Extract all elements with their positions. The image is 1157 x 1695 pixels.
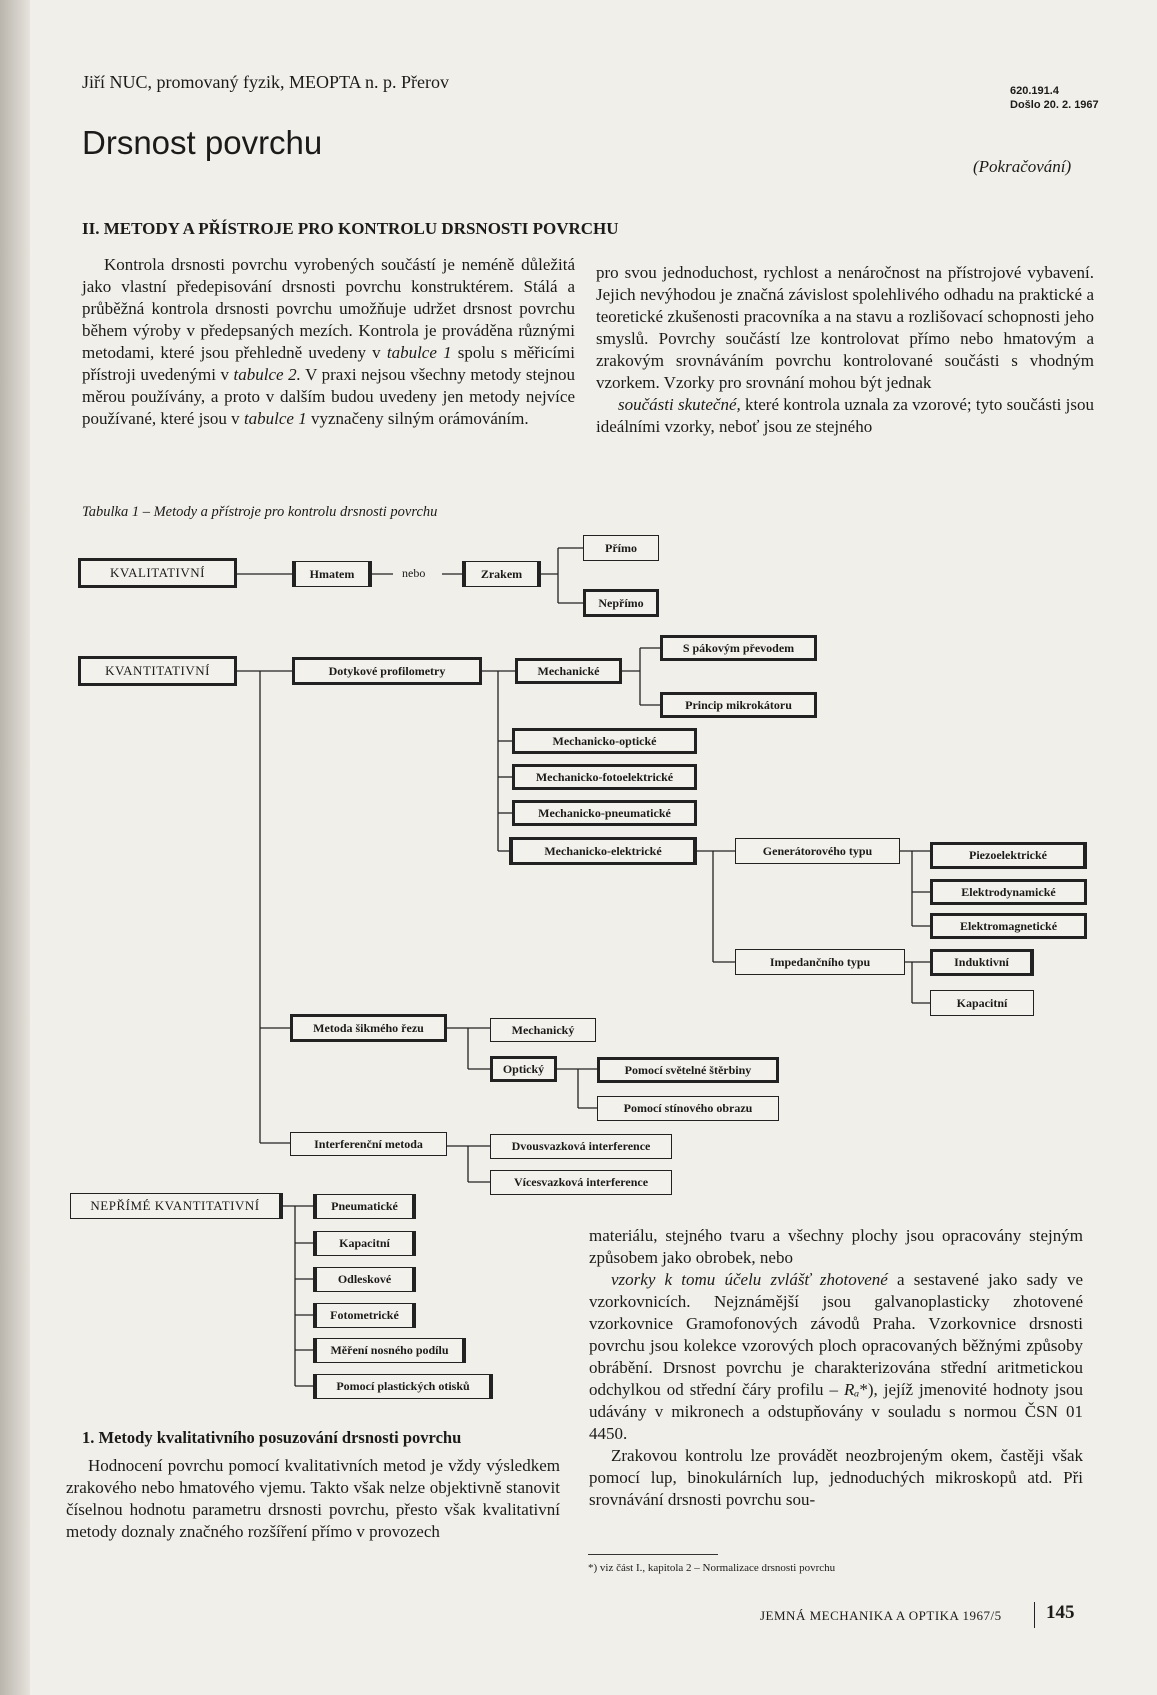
box-mechanicky: Mechanický [490,1018,596,1042]
body-text: Zrakovou kontrolu lze provádět neozbrojeným okem, častěji však pomocí lup, binokulárních lup, jednoduchých mikroskopů atd. Při srovnávání drsnosti povrchu sou- [589,1446,1083,1509]
box-impedancniho-typu: Impedančního typu [735,949,905,975]
emphasis-text: součásti skutečné, [618,395,741,414]
intro-text: pro svou jednoduchost, rychlost a nenáročnost na přístrojové vybavení. Jejich nevýhodou je značná závislost spolehlivého odhadu na praktické a teoretické zkušenosti pracovníka a na stavu a rozlišovací schopnosti jeho smyslů. Povrchy součástí lze kontrolovat přímo nebo hmatovým a zrakovým srovnáváním povrchu kontrolované součásti s vhodným vzorkem. Vzorky pro srovnání mohou být jednak [596,263,1094,392]
box-induktivni: Induktivní [930,949,1034,976]
box-kapacitni-impedancni: Kapacitní [930,990,1034,1016]
body-text: *), jejíž jmenovité hodnoty jsou udávány v mikronech a odstupňovány v souladu s normou ČSN 01 4450. [589,1380,1084,1443]
received-date: Došlo 20. 2. 1967 [1010,99,1099,111]
box-neprime-kvantitativni: NEPŘÍMÉ KVANTITATIVNÍ [70,1193,283,1219]
box-kvantitativni: KVANTITATIVNÍ [78,656,237,686]
box-neprimo: Nepřímo [583,589,659,617]
box-mechanicko-fotoelektricke: Mechanicko-fotoelektrické [512,764,697,790]
udc-code: 620.191.4 [1010,85,1059,97]
footer-divider [1034,1602,1035,1628]
box-dotykove-profilometry: Dotykové profilometry [292,657,482,685]
box-mechanicko-pneumaticke: Mechanicko-pneumatické [512,800,697,826]
box-elektromagneticke: Elektromagnetické [930,913,1087,939]
footnote: *) viz část I., kapitola 2 – Normalizace drsnosti povrchu [588,1562,836,1574]
box-mechanicke: Mechanické [515,658,622,684]
page-number: 145 [1046,1602,1075,1623]
body-text: a sestavené jako sady ve vzorkovnicích. Nejznámější jsou galvanoplasticky zhotovené vzorkovnice Gramofonových závodů Praha. Vzorkovnice drsnosti povrchu jsou kolekce vzorových ploch opracovaných běžnými způsoby obrábění. Drsnost povrchu je charakterizována střední aritmetickou odchylkou od střední čáry profilu – [589,1270,1083,1399]
box-elektrodynamicke: Elektrodynamické [930,879,1087,905]
body-text: materiálu, stejného tvaru a všechny plochy jsou opracovány stejným způsobem jako obrobek, nebo [589,1226,1083,1267]
article-title: Drsnost povrchu [82,124,323,161]
box-piezoelektricke: Piezoelektrické [930,842,1087,869]
box-interferencni-metoda: Interferenční metoda [290,1132,447,1156]
ref-table-2: tabulce 2. [233,365,301,384]
ra-symbol: Rₐ [843,1380,860,1399]
intro-text: které kontrola uznala za vzorové; tyto součásti jsou ideálními vzorky, neboť jsou ze stejného [596,395,1094,436]
box-primo: Přímo [583,535,659,561]
journal-footer: JEMNÁ MECHANIKA A OPTIKA 1967/5 [760,1608,1002,1623]
box-princip-mikrokatoru: Princip mikrokátoru [660,692,817,718]
box-generatoroveho-typu: Generátorového typu [735,838,900,864]
box-mereni-nosneho-podilu: Měření nosného podílu [313,1338,466,1363]
intro-text: spolu s měřicími přístroji uvedenými v [82,343,575,384]
body-text: Hodnocení povrchu pomocí kvalitativních metod je vždy výsledkem zrakového nebo hmatového vjemu. Takto však nelze objektivně stanovit číselnou hodnotu parametru drsnosti povrchu, přesto však kvalitativní metody doznaly značného rozšíření přímo v provozech [66,1456,560,1541]
intro-text: Kontrola drsnosti povrchu vyrobených součástí je neméně důležitá jako vlastní předepisování drsnosti povrchu konstruktérem. Stálá a průběžná kontrola drsnosti povrchu umožňuje udržet drsnost povrchu během výroby v předepsaných mezích. Kontrola je prováděna různými metodami, které jsou přehledně uvedeny v [82,255,575,362]
box-dvousvazkova-interference: Dvousvazková interference [490,1134,672,1159]
box-zrakem: Zrakem [462,561,541,587]
box-pomoci-plastickych-otisku: Pomocí plastických otisků [313,1374,493,1399]
bottom-right-column [589,1225,1083,1511]
ref-table-1: tabulce 1 [386,343,452,362]
box-kvalitativni: KVALITATIVNÍ [78,558,237,588]
intro-text: V praxi nejsou všechny metody stejnou měrou používány, a proto v dalším budou uvedeny jen metody nejvíce používané, které jsou v [82,365,575,428]
box-fotometricke: Fotometrické [313,1303,416,1328]
ref-table-1: tabulce 1 [243,409,307,428]
box-odleskove: Odleskové [313,1267,416,1292]
box-metoda-sikmeho-rezu: Metoda šikmého řezu [290,1014,447,1042]
box-hmatem: Hmatem [292,561,372,587]
box-pomoci-stinoveho-obrazu: Pomocí stínového obrazu [597,1096,779,1121]
box-opticky: Optický [490,1056,557,1082]
box-vicesvazkova-interference: Vícesvazková interference [490,1170,672,1195]
box-mechanicko-opticke: Mechanicko-optické [512,728,697,754]
emphasis-text: vzorky k tomu účelu zvlášť zhotovené [611,1270,888,1289]
box-kapacitni-neprime: Kapacitní [313,1231,416,1256]
table-caption: Tabulka 1 – Metody a přístroje pro kontrolu drsnosti povrchu [82,504,438,520]
box-pneumaticke: Pneumatické [313,1194,416,1219]
author-line: Jiří NUC, promovaný fyzik, MEOPTA n. p. Přerov [82,72,450,92]
footnote-rule [588,1554,718,1555]
subsection-heading: 1. Metody kvalitativního posuzování drsnosti povrchu [82,1428,462,1447]
section-heading: II. METODY A PŘÍSTROJE PRO KONTROLU DRSNOSTI POVRCHU [82,219,619,238]
box-pomoci-svetelne-sterbiny: Pomocí světelné štěrbiny [597,1057,779,1083]
box-mechanicko-elektricke: Mechanicko-elektrické [509,837,697,865]
bottom-left-column [66,1455,560,1543]
continuation-note: (Pokračování) [973,157,1072,176]
intro-text: vyznačeny silným orámováním. [306,409,529,428]
box-pakovy-prevod: S pákovým převodem [660,635,817,661]
connector-or: nebo [402,566,426,580]
